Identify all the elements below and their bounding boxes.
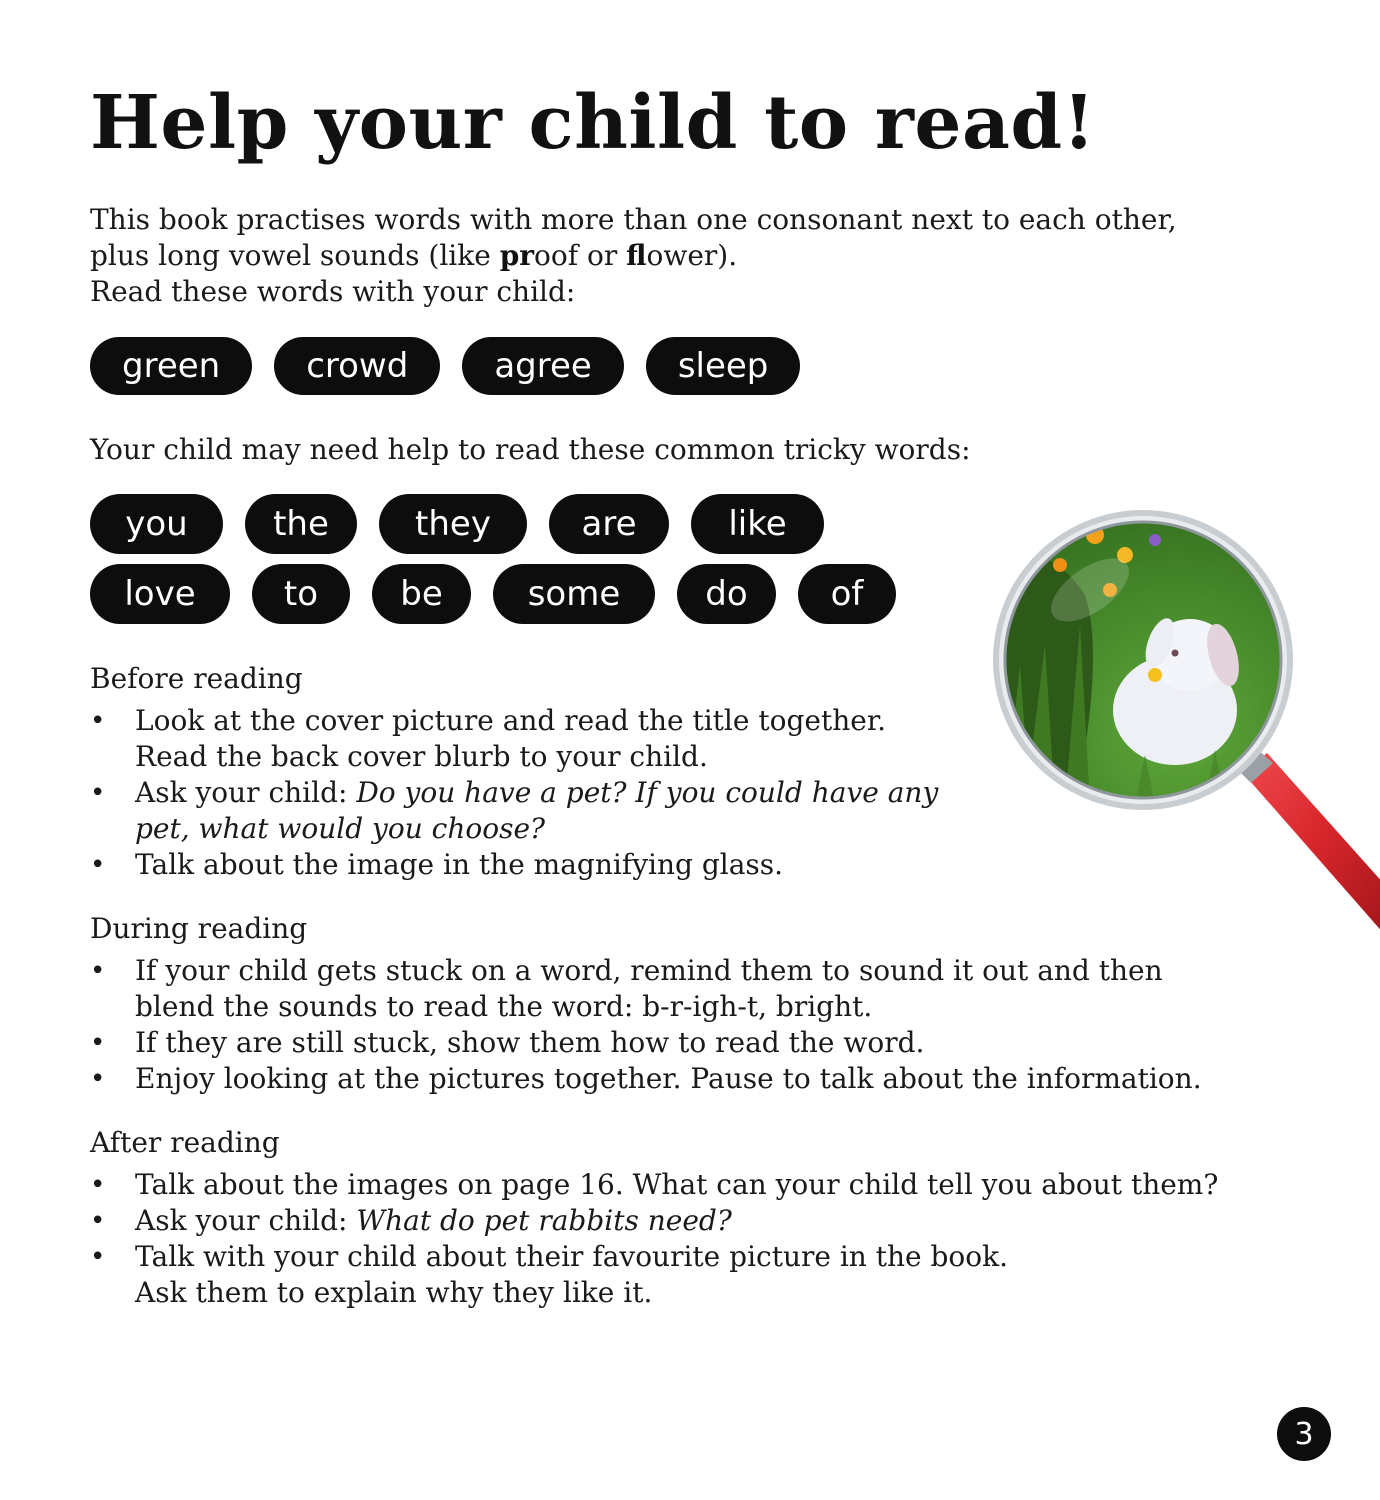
intro-line-3: Read these words with your child: [90,275,576,308]
word-pill: do [677,564,776,624]
word-pill: to [252,564,350,624]
word-pill: are [549,494,669,554]
word-pill: be [372,564,471,624]
bold-letters: pr [499,239,535,272]
list-item-text: • Talk about the image in the magnifying glass. [135,848,784,881]
intro-text: ower). [646,239,738,272]
word-pill: they [379,494,527,554]
list-item [90,1203,1300,1239]
list-item [90,703,970,775]
list-item-text: Ask your child: [135,1204,357,1237]
list-item [90,775,970,847]
list-item [90,1239,1300,1311]
word-pill: the [245,494,357,554]
tricky-words-row-2 [90,564,918,624]
word-pill: love [90,564,230,624]
word-pill: some [493,564,655,624]
intro-text: plus long vowel sounds (like [90,239,500,272]
word-pill: crowd [274,337,440,395]
intro-paragraph [90,202,1290,310]
during-reading-list [90,953,1290,1097]
list-item [90,1025,1290,1061]
list-item-text: • Talk with your child about their favourite picture in the book. [135,1240,1009,1273]
word-pill: agree [462,337,623,395]
tricky-words-prompt: Your child may need help to read these common tricky words: [90,433,971,466]
word-pill: sleep [646,337,801,395]
word-pill: like [691,494,824,554]
list-item-text: • If they are still stuck, show them how to read the word. [135,1026,925,1059]
list-item-text: blend the sounds to read the word: b-r-igh-t, bright. [135,990,873,1023]
list-item [90,953,1290,1025]
intro-text: oof or [534,239,627,272]
list-item-text: • Enjoy looking at the pictures together. Pause to talk about the information. [135,1062,1202,1095]
bold-letters: fl [626,239,647,272]
magnifier-handle [1235,749,1380,935]
word-pill: green [90,337,252,395]
list-item [90,1167,1300,1203]
list-item-text: • If your child gets stuck on a word, remind them to sound it out and then [135,954,1163,987]
list-item [90,847,970,883]
magnifying-glass-rabbit-image [985,505,1380,945]
rabbit-eye [1172,650,1179,657]
page-title: Help your child to read! [90,80,1096,166]
word-pill: you [90,494,223,554]
after-reading-list [90,1167,1300,1311]
tricky-words-row-1 [90,494,846,554]
list-item-text: Read the back cover blurb to your child. [135,740,708,773]
word-pill: of [798,564,896,624]
flower [1148,668,1162,682]
list-item-text: Ask them to explain why they like it. [135,1276,653,1309]
intro-line-2 [90,238,1290,274]
italic-question: pet, what would you choose? [135,812,546,845]
list-item [90,1061,1290,1097]
before-reading-heading: Before reading [90,662,303,695]
italic-question: Do you have a pet? If you could have any [356,776,939,809]
before-reading-list [90,703,970,883]
list-item-text: Ask your child: [135,776,357,809]
flower [1149,534,1161,546]
intro-line-1: This book practises words with more than one consonant next to each other, [90,203,1177,236]
decodable-words [90,337,822,395]
after-reading-heading: After reading [90,1126,280,1159]
flower [1053,558,1067,572]
list-item-text: • Look at the cover picture and read the title together. [135,704,887,737]
italic-question: What do pet rabbits need? [356,1204,732,1237]
page-number-badge: 3 [1277,1407,1331,1461]
during-reading-heading: During reading [90,912,308,945]
list-item-text: • Talk about the images on page 16. What can your child tell you about them? [135,1168,1219,1201]
